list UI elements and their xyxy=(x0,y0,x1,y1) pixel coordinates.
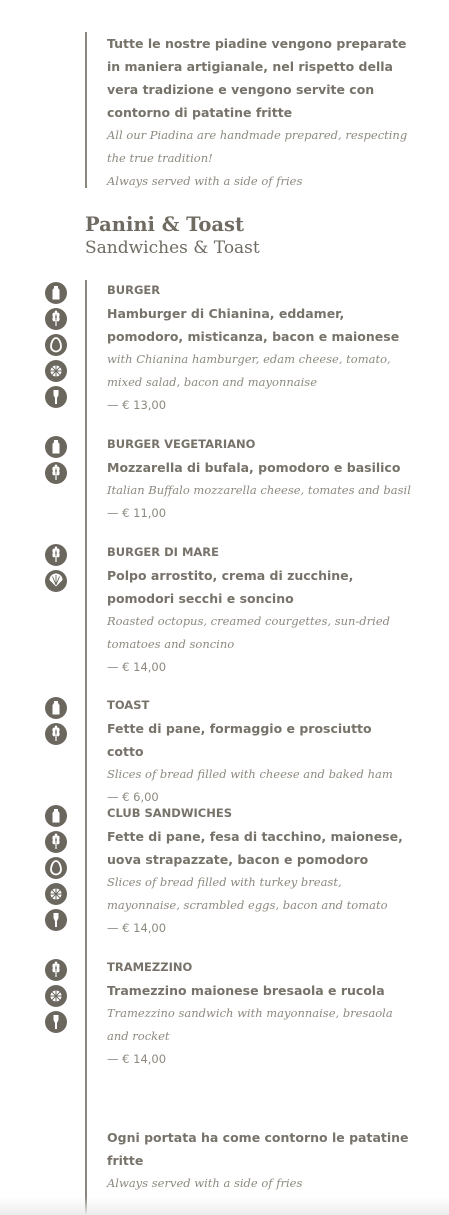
section-subtitle: Sandwiches & Toast xyxy=(85,238,260,258)
item-name: BURGER VEGETARIANO xyxy=(107,437,256,451)
item-price: — € 14,00 xyxy=(107,660,167,674)
item-english: Slices of bread filled with cheese and baked ham xyxy=(107,767,393,781)
item-price: — € 14,00 xyxy=(107,1052,167,1066)
celery-icon xyxy=(45,386,67,408)
menu-item-club-sandwiches xyxy=(107,802,412,940)
item-english: Tramezzino sandwich with mayonnaise, bresaola and rocket xyxy=(107,1006,393,1043)
wheat-icon xyxy=(45,723,67,745)
celery-icon xyxy=(45,1011,67,1033)
item-english: with Chianina hamburger, edam cheese, tomato, mixed salad, bacon and mayonnaise xyxy=(107,352,391,389)
item-price: — € 13,00 xyxy=(107,398,167,412)
menu-item-burger xyxy=(107,279,412,417)
menu-item-burger-vegetariano xyxy=(107,433,412,525)
egg-icon xyxy=(45,857,67,879)
mustard-icon xyxy=(45,883,67,905)
wheat-icon xyxy=(45,959,67,981)
egg-icon xyxy=(45,334,67,356)
section-title: Panini & Toast xyxy=(85,213,245,236)
item-italian: Fette di pane, formaggio e prosciutto cotto xyxy=(107,721,372,759)
mustard-icon xyxy=(45,985,67,1007)
intro-italian: Tutte le nostre piadine vengono preparate in maniera artigianale, nel rispetto della vera tradizione e vengono servite con contorno di patatine fritte xyxy=(107,36,407,120)
milk-icon xyxy=(45,282,67,304)
menu-item-tramezzino xyxy=(107,956,412,1071)
item-italian: Polpo arrostito, crema di zucchine, pomodori secchi e soncino xyxy=(107,568,354,606)
item-name: CLUB SANDWICHES xyxy=(107,806,232,820)
item-italian: Tramezzino maionese bresaola e rucola xyxy=(107,983,385,998)
item-english: Roasted octopus, creamed courgettes, sun-dried tomatoes and soncino xyxy=(107,614,391,651)
mollusc-icon xyxy=(45,570,67,592)
celery-icon xyxy=(45,909,67,931)
mustard-icon xyxy=(45,360,67,382)
item-name: TRAMEZZINO xyxy=(107,960,193,974)
milk-icon xyxy=(45,697,67,719)
divider-line-top xyxy=(85,32,87,188)
wheat-icon xyxy=(45,831,67,853)
item-price: — € 11,00 xyxy=(107,506,167,520)
footer-english: Always served with a side of fries xyxy=(107,1176,303,1190)
item-italian: Fette di pane, fesa di tacchino, maionese, uova strapazzate, bacon e pomodoro xyxy=(107,829,403,867)
milk-icon xyxy=(45,805,67,827)
milk-icon xyxy=(45,436,67,458)
intro-english-fries: Always served with a side of fries xyxy=(107,174,303,188)
intro-english: All our Piadina are handmade prepared, respecting the true tradition! xyxy=(107,128,408,165)
wheat-icon xyxy=(45,462,67,484)
item-italian: Mozzarella di bufala, pomodoro e basilico xyxy=(107,460,401,475)
bottom-fade xyxy=(0,1197,449,1215)
intro-block xyxy=(107,32,412,193)
item-english: Italian Buffalo mozzarella cheese, tomates and basil xyxy=(107,483,411,497)
item-name: BURGER xyxy=(107,283,161,297)
item-name: BURGER DI MARE xyxy=(107,545,219,559)
item-name: TOAST xyxy=(107,698,150,712)
menu-item-toast xyxy=(107,694,412,809)
wheat-icon xyxy=(45,544,67,566)
menu-item-burger-di-mare xyxy=(107,541,412,679)
item-english: Slices of bread filled with turkey breast, mayonnaise, scrambled eggs, bacon and tomato xyxy=(107,875,388,912)
item-price: — € 14,00 xyxy=(107,921,167,935)
footer-note xyxy=(107,1126,412,1195)
footer-italian: Ogni portata ha come contorno le patatine fritte xyxy=(107,1130,409,1168)
divider-line-main xyxy=(85,280,87,1215)
wheat-icon xyxy=(45,308,67,330)
item-price: — € 6,00 xyxy=(107,790,159,804)
item-italian: Hamburger di Chianina, eddamer, pomodoro, misticanza, bacon e maionese xyxy=(107,306,400,344)
